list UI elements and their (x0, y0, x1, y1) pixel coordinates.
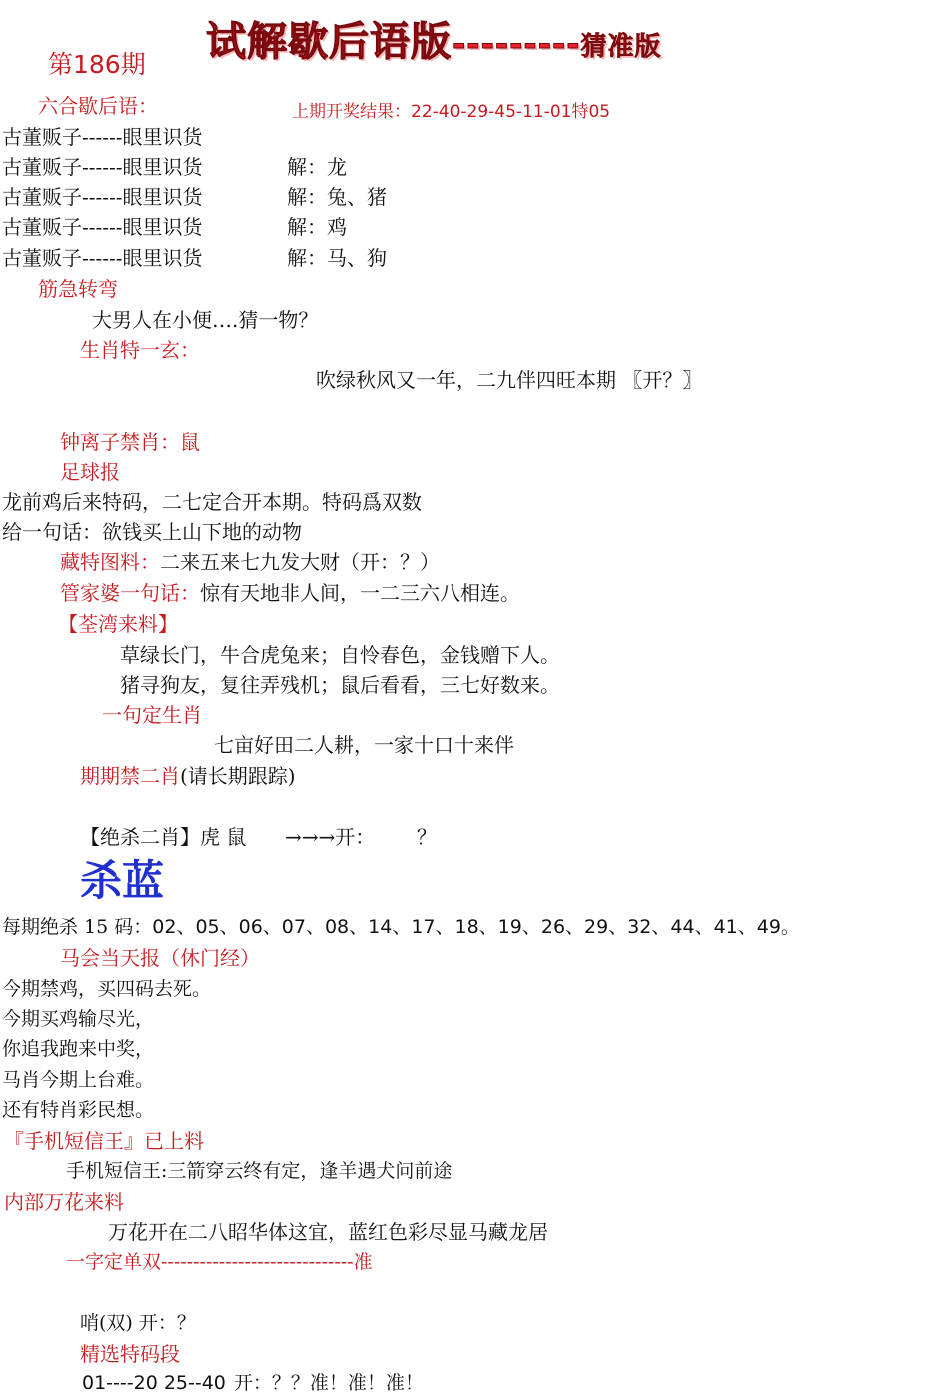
section-heading-proverbs: 六合歇后语： (38, 94, 158, 118)
ban-two-line: 【绝杀二肖】虎 鼠 (80, 825, 247, 849)
ban-two-arrows: →→→开： (285, 825, 376, 849)
proverb-answer: 解：鸡 (287, 215, 347, 239)
brain-teaser-heading: 筋急转弯 (38, 277, 118, 301)
one-sentence-heading: 一句定生肖 (102, 703, 202, 727)
horse-club-line: 今期买鸡输尽光， (2, 1008, 155, 1030)
quanwan-heading: 【荃湾来料】 (58, 612, 178, 636)
single-double-heading: 一字定单双------------------------------准 (66, 1251, 373, 1273)
ban-two-note: (请长期跟踪) (180, 764, 296, 788)
housekeeper-text: 惊有天地非人间，一二三六八相连。 (200, 581, 520, 605)
quanwan-line: 猪寻狗友，复往弄残机；鼠后看看，三七好数来。 (120, 673, 560, 697)
wanhua-text: 万花开在二八昭华体这宜，蓝红色彩尽显马藏龙居 (108, 1220, 548, 1244)
horse-club-heading: 马会当天报（休门经） (60, 946, 260, 970)
kill-15-prefix: 每期绝杀 15 码： (2, 916, 153, 938)
proverb-answer: 解：马、狗 (287, 246, 387, 270)
wanhua-heading: 内部万花来料 (4, 1190, 124, 1214)
title-text: 试解歇后语版 (206, 19, 452, 65)
last-result: 上期开奖结果：22-40-29-45-11-01特05 (292, 102, 611, 122)
title-subtitle: 猜准版 (580, 32, 662, 62)
sms-king-heading: 『手机短信王』已上料 (4, 1129, 204, 1153)
zodiac-heading: 生肖特一玄： (80, 338, 200, 362)
horse-club-line: 还有特肖彩民想。 (2, 1099, 155, 1121)
special-range-ranges: 01----20 25--40 (82, 1372, 226, 1394)
proverb-row: 古董贩子------眼里识货 (2, 185, 203, 209)
proverb-row: 古董贩子------眼里识货 (2, 246, 203, 270)
horse-club-line: 今期禁鸡，买四码去死。 (2, 978, 212, 1000)
proverb-answer: 解：兔、猪 (287, 185, 387, 209)
proverb-row: 古董贩子------眼里识货 (2, 155, 203, 179)
proverb-answer: 解：龙 (287, 155, 347, 179)
kill-15-numbers: 02、05、06、07、08、14、17、18、19、26、29、32、44、41、49。 (152, 916, 800, 938)
special-range-heading: 精选特码段 (80, 1342, 180, 1366)
football-line: 给一句话：欲钱买上山下地的动物 (2, 520, 302, 544)
page-title (206, 19, 662, 65)
zhongli-ban: 钟离子禁肖：鼠 (60, 430, 200, 454)
housekeeper (60, 583, 520, 603)
ban-two-result: ？ (417, 825, 437, 849)
ban-two-heading-row (80, 766, 296, 786)
special-range-row (82, 1374, 424, 1393)
hidden-chart (60, 552, 440, 572)
horse-club-line: 你追我跑来中奖， (2, 1038, 155, 1060)
football-heading: 足球报 (60, 460, 120, 484)
single-double-line: 哨(双) 开：？ (80, 1312, 196, 1334)
title-dashes: --------- (452, 25, 581, 63)
zodiac-text: 吹绿秋风又一年，二九伴四旺本期 〖开？〗 (316, 368, 703, 392)
ban-two-heading: 期期禁二肖 (80, 764, 180, 788)
issue-number: 第186期 (48, 50, 146, 79)
one-sentence-text: 七亩好田二人耕，一家十口十来伴 (214, 733, 514, 757)
sms-king-text: 手机短信王:三箭穿云终有定，逢羊遇犬问前途 (66, 1160, 453, 1182)
housekeeper-label: 管家婆一句话： (60, 581, 200, 605)
kill-15-row (2, 918, 800, 937)
hidden-chart-label: 藏特图料： (60, 550, 160, 574)
proverb-row: 古董贩子------眼里识货 (2, 215, 203, 239)
kill-color: 杀蓝 (80, 856, 165, 905)
brain-teaser-text: 大男人在小便….猜一物？ (92, 308, 319, 332)
proverb-row: 古董贩子------眼里识货 (2, 125, 203, 149)
horse-club-line: 马肖今期上台难。 (2, 1069, 155, 1091)
special-range-tail: 开：？？准！准！准！ (233, 1372, 424, 1394)
football-line: 龙前鸡后来特码，二七定合开本期。特码爲双数 (2, 490, 422, 514)
hidden-chart-text: 二来五来七九发大财（开：？） (160, 550, 440, 574)
quanwan-line: 草绿长门，牛合虎兔来；自怜春色，金钱赠下人。 (120, 643, 560, 667)
